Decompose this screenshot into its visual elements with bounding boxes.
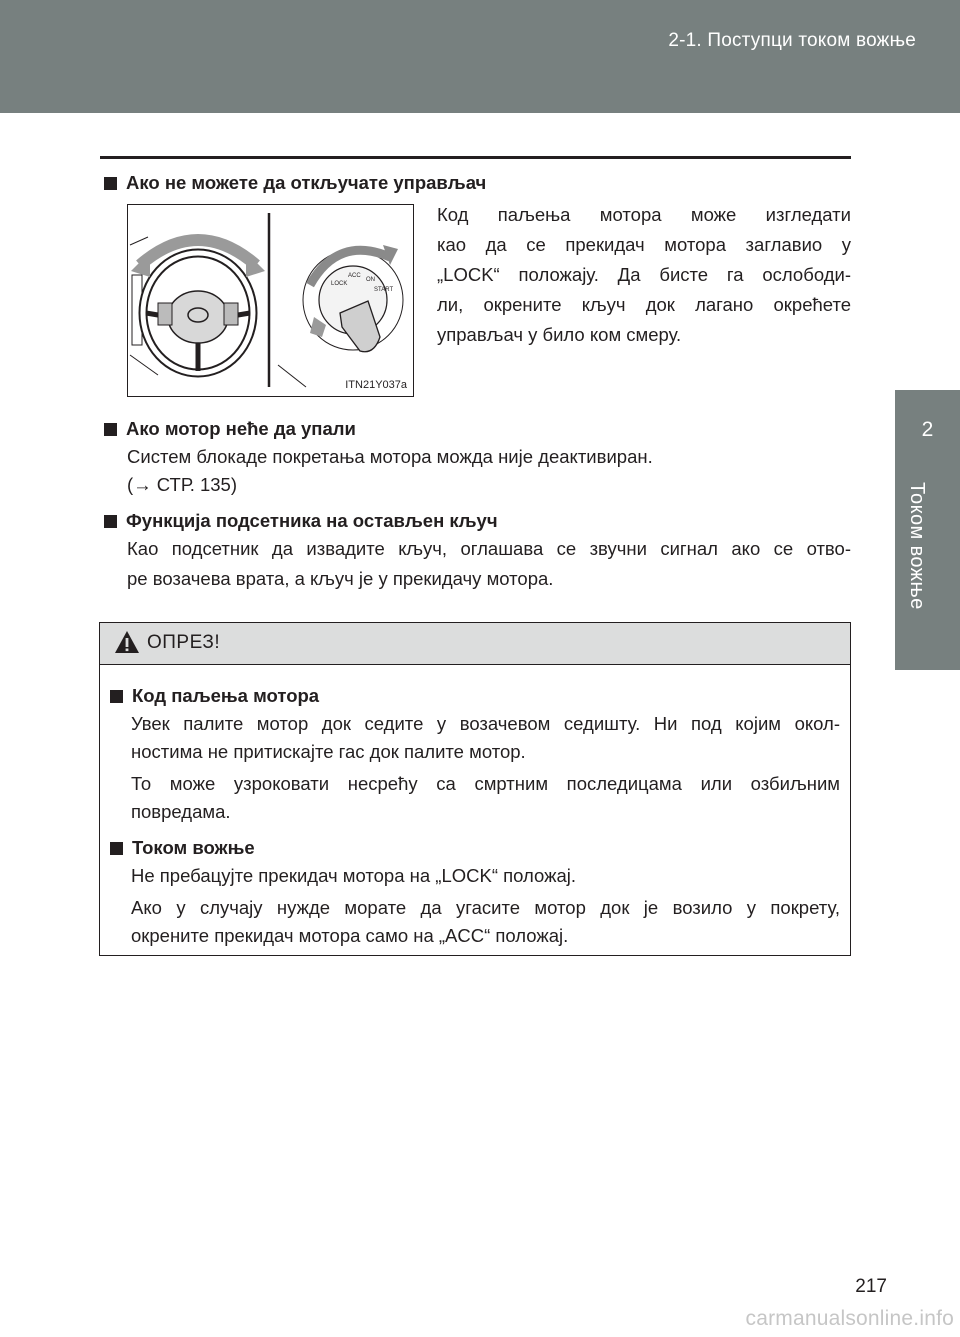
watermark: carmanualsonline.info xyxy=(745,1307,954,1330)
caution-text-line: окрените прекидач мотора само на „ACC“ положај. xyxy=(131,925,569,946)
page-number: 217 xyxy=(855,1276,887,1297)
switch-label-start: START xyxy=(374,287,394,293)
side-chapter-tab[interactable] xyxy=(895,390,960,670)
page-reference-link[interactable]: (→ СТР. 135) xyxy=(127,474,237,495)
caution-item-heading-text: Током вожње xyxy=(132,837,255,858)
switch-label-acc: ACC xyxy=(348,273,361,279)
section-text-line: Систем блокаде покретања мотора можда није деактивиран. xyxy=(127,446,653,467)
caution-text-line: повредама. xyxy=(131,801,231,822)
figure-code: ITN21Y037a xyxy=(345,379,407,391)
square-bullet-icon xyxy=(110,842,123,855)
section-text-line: „LOCK“ положају. Да бисте га ослободи- xyxy=(437,264,851,285)
section-text-line: Као подсетник да извадите кључ, оглашава се звучни сигнал ако се отво- xyxy=(127,538,851,559)
section-heading-text: Функција подсетника на остављен кључ xyxy=(126,510,498,531)
steering-wheel-illustration xyxy=(128,205,412,395)
side-chapter-number: 2 xyxy=(921,418,934,441)
caution-item-heading xyxy=(110,837,255,859)
section-divider xyxy=(100,156,851,159)
section-heading-unlock-steering xyxy=(104,172,486,194)
header-band xyxy=(0,0,960,113)
caution-text-line: То може узроковати несрећу са смртним последицама или озбиљним xyxy=(131,773,840,794)
section-heading-text: Ако не можете да откључате управљач xyxy=(126,172,487,193)
square-bullet-icon xyxy=(110,690,123,703)
warning-triangle-icon xyxy=(114,630,140,654)
section-text-line: Код паљења мотора може изгледати xyxy=(437,204,851,225)
chapter-title: 2-1. Поступци током вожње xyxy=(668,30,916,51)
caution-text-line: Ако у случају нужде морате да угасите мотор док је возило у покрету, xyxy=(131,897,840,918)
caution-title: ОПРЕЗ! xyxy=(147,632,221,653)
section-text-line: ли, окрените кључ док лагано окрећете xyxy=(437,294,851,315)
square-bullet-icon xyxy=(104,177,117,190)
section-text-line: ре возачева врата, а кључ је у прекидачу мотора. xyxy=(127,568,554,589)
steering-ignition-figure xyxy=(127,204,414,397)
section-text-line: управљач у било ком смеру. xyxy=(437,324,682,345)
section-heading-text: Ако мотор неће да упали xyxy=(126,418,356,439)
section-heading-engine-wont-start xyxy=(104,418,356,440)
square-bullet-icon xyxy=(104,423,117,436)
caution-header xyxy=(100,623,850,665)
section-text-line: као да се прекидач мотора заглавио у xyxy=(437,234,851,255)
switch-label-lock: LOCK xyxy=(331,281,348,287)
caution-text-line: ностима не притискајте гас док палите мотор. xyxy=(131,741,526,762)
caution-text-line: Увек палите мотор док седите у возачевом седишту. Ни под којим окол- xyxy=(131,713,840,734)
caution-item-heading xyxy=(110,685,319,707)
side-chapter-label: Током вожње xyxy=(906,482,928,610)
square-bullet-icon xyxy=(104,515,117,528)
caution-box xyxy=(99,622,851,956)
caution-item-heading-text: Код паљења мотора xyxy=(132,685,320,706)
section-heading-key-reminder xyxy=(104,510,498,532)
caution-text-line: Не пребацујте прекидач мотора на „LOCK“ положај. xyxy=(131,865,577,886)
switch-label-on: ON xyxy=(366,277,375,283)
